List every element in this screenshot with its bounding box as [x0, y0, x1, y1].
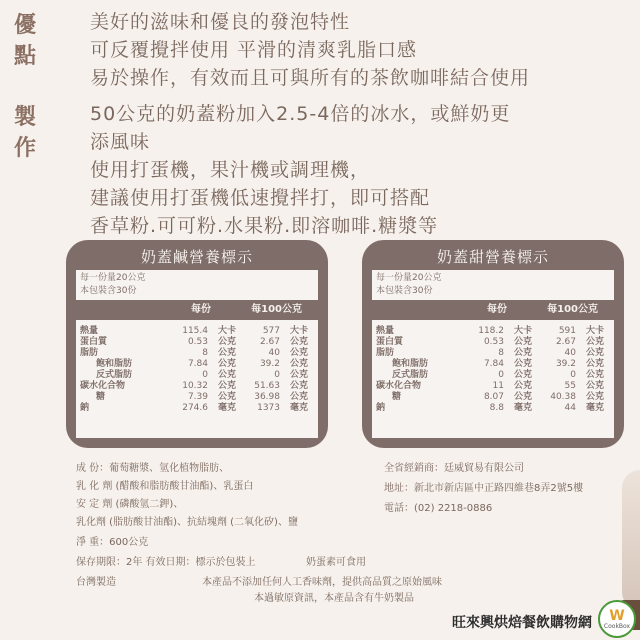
- nutrition-title: 奶蓋甜營養標示: [436, 248, 549, 266]
- method-line: 使用打蛋機，果汁機或調理機，: [90, 159, 371, 181]
- per-serving-value: 10.32: [182, 381, 208, 391]
- logo-letter: W: [609, 607, 625, 624]
- per-serving-unit: 公克: [513, 348, 532, 358]
- nutrition-row: [80, 370, 314, 381]
- nutrition-rows: [76, 320, 318, 438]
- emulsifier-text: 乳 化 劑 (醋酸和脂肪酸甘油酯)、乳蛋白: [76, 481, 254, 492]
- servings-count: 本包裝含30份: [376, 286, 433, 296]
- per-100g-value: 39.2: [555, 359, 576, 369]
- method-lines: [90, 100, 630, 240]
- per-serving-unit: 毫克: [217, 403, 236, 413]
- per-100g-value: 40: [564, 348, 576, 358]
- per-100g-value: 39.2: [259, 359, 280, 369]
- per-100g-value: 51.63: [254, 381, 280, 391]
- per-100g-value: 2.67: [259, 337, 280, 347]
- nutrition-row: [80, 337, 314, 348]
- nutrition-column-header: [372, 300, 614, 320]
- per-serving-value: 115.4: [182, 326, 208, 336]
- nutrition-panel-sweet: [362, 240, 624, 448]
- method-line: 建議使用打蛋機低速攪拌打，即可搭配: [90, 187, 431, 209]
- per-100g-unit: 公克: [585, 392, 604, 402]
- per-serving-value: 274.6: [182, 403, 208, 413]
- method-title: 製作: [14, 105, 41, 161]
- nutrition-row: [376, 359, 610, 370]
- features-line: 美好的滋味和優良的發泡特性: [90, 11, 351, 33]
- nutrient-name: 鈉: [376, 403, 386, 413]
- per-100g-header: 每100公克: [251, 304, 302, 315]
- nutrition-row: [376, 381, 610, 392]
- nutrition-row: [80, 326, 314, 337]
- nutrition-title: 奶蓋鹹營養標示: [140, 248, 253, 266]
- per-serving-header: 每份: [191, 304, 211, 315]
- store-name: 旺來興烘焙餐飲購物網: [452, 615, 592, 631]
- per-100g-value: 1373: [257, 403, 280, 413]
- per-serving-unit: 公克: [217, 359, 236, 369]
- per-serving-value: 0.53: [187, 337, 208, 347]
- per-100g-unit: 公克: [289, 337, 308, 347]
- per-serving-unit: 公克: [217, 370, 236, 380]
- nutrition-row: [376, 392, 610, 403]
- per-serving-value: 7.84: [483, 359, 504, 369]
- per-serving-unit: 大卡: [513, 326, 532, 336]
- nutrition-rows: [372, 320, 614, 438]
- per-100g-unit: 公克: [585, 348, 604, 358]
- nutrient-name: 糖: [392, 392, 402, 402]
- per-100g-unit: 公克: [585, 370, 604, 380]
- per-serving-value: 118.2: [478, 326, 504, 336]
- notice-text-2: 本過敏原資訊，本產品含有牛奶製品: [254, 593, 414, 604]
- per-100g-unit: 公克: [585, 337, 604, 347]
- per-100g-unit: 公克: [289, 348, 308, 358]
- nutrition-row: [80, 348, 314, 359]
- emulsifier-text-2: 乳化劑 (脂肪酸甘油酯)、抗結塊劑 (二氧化矽)、鹽: [76, 517, 298, 528]
- ingredients-text: 成 份：葡萄糖漿、氫化植物脂肪、: [76, 463, 230, 474]
- nutrient-name: 反式脂肪: [96, 370, 133, 380]
- method-line: 香草粉.可可粉.水果粉.即溶咖啡.糖漿等: [90, 215, 439, 237]
- notice-text-1: 本產品不添加任何人工香味劑，提供高品質之原始風味: [202, 577, 442, 588]
- nutrition-row: [80, 381, 314, 392]
- per-serving-value: 7.39: [187, 392, 208, 402]
- nutrient-name: 糖: [96, 392, 106, 402]
- servings-count: 本包裝含30份: [80, 286, 137, 296]
- nutrition-row: [80, 359, 314, 370]
- nutrient-name: 反式脂肪: [392, 370, 429, 380]
- method-line: 50公克的奶蓋粉加入2.5-4倍的冰水，或鮮奶更: [90, 103, 511, 125]
- per-100g-value: 44: [564, 403, 576, 413]
- per-serving-unit: 公克: [217, 392, 236, 402]
- per-serving-value: 7.84: [187, 359, 208, 369]
- per-serving-unit: 公克: [513, 359, 532, 369]
- address-text: 地址：新北市新店區中正路四維巷8弄2號5樓: [384, 483, 584, 494]
- serving-size: 每一份量20公克: [80, 273, 146, 283]
- per-serving-unit: 公克: [513, 370, 532, 380]
- nutrient-name: 蛋白質: [376, 337, 404, 347]
- per-serving-value: 8.8: [489, 403, 504, 413]
- per-100g-value: 591: [558, 326, 576, 336]
- per-100g-unit: 毫克: [585, 403, 604, 413]
- per-100g-value: 40.38: [550, 392, 576, 402]
- phone-text: 電話：(02) 2218-0886: [384, 503, 493, 514]
- per-serving-unit: 公克: [217, 348, 236, 358]
- per-100g-value: 40: [268, 348, 280, 358]
- per-serving-header: 每份: [487, 304, 507, 315]
- nutrition-panel-salty: [66, 240, 328, 448]
- per-serving-value: 0: [202, 370, 208, 380]
- nutrition-column-header: [76, 300, 318, 320]
- per-100g-header: 每100公克: [547, 304, 598, 315]
- stabilizer-text: 安 定 劑 (磷酸氫二鉀)、: [76, 499, 184, 510]
- vegetarian-text: 奶蛋素可食用: [306, 557, 366, 568]
- per-100g-value: 0: [274, 370, 280, 380]
- per-serving-unit: 公克: [217, 337, 236, 347]
- per-serving-unit: 公克: [513, 337, 532, 347]
- shelf-life-text: 保存期限：2年 有效日期：標示於包裝上: [76, 557, 256, 568]
- nutrition-row: [376, 370, 610, 381]
- per-serving-unit: 公克: [513, 381, 532, 391]
- features-line: 易於操作，有效而且可與所有的茶飲咖啡結合使用: [90, 67, 531, 89]
- per-100g-unit: 公克: [289, 392, 308, 402]
- nutrient-name: 熱量: [376, 326, 395, 336]
- nutrient-name: 脂肪: [80, 348, 99, 358]
- per-100g-unit: 公克: [289, 359, 308, 369]
- per-100g-value: 36.98: [254, 392, 280, 402]
- per-100g-unit: 毫克: [289, 403, 308, 413]
- per-100g-value: 55: [564, 381, 576, 391]
- per-serving-value: 11: [492, 381, 504, 391]
- nutrition-row: [80, 392, 314, 403]
- decorative-band: [622, 470, 640, 610]
- serving-info: [372, 270, 614, 300]
- origin-text: 台灣製造: [76, 577, 116, 588]
- per-serving-value: 8: [202, 348, 208, 358]
- nutrient-name: 碳水化合物: [376, 381, 422, 391]
- method-line: 添風味: [90, 131, 151, 153]
- per-100g-unit: 大卡: [289, 326, 308, 336]
- net-weight-text: 淨 重：600公克: [76, 537, 149, 548]
- nutrient-name: 鈉: [80, 403, 90, 413]
- per-100g-unit: 公克: [585, 381, 604, 391]
- serving-info: [76, 270, 318, 300]
- per-serving-unit: 大卡: [217, 326, 236, 336]
- per-serving-unit: 公克: [217, 381, 236, 391]
- nutrient-name: 蛋白質: [80, 337, 108, 347]
- per-100g-value: 0: [570, 370, 576, 380]
- logo-text: CookBox: [603, 622, 631, 630]
- distributor-text: 全省經銷商：廷威貿易有限公司: [384, 463, 524, 474]
- per-100g-unit: 大卡: [585, 326, 604, 336]
- per-serving-unit: 毫克: [513, 403, 532, 413]
- nutrient-name: 脂肪: [376, 348, 395, 358]
- nutrient-name: 飽和脂肪: [96, 359, 133, 369]
- per-serving-value: 0.53: [483, 337, 504, 347]
- store-logo: [598, 600, 636, 638]
- per-100g-value: 2.67: [555, 337, 576, 347]
- per-serving-unit: 公克: [513, 392, 532, 402]
- per-serving-value: 8: [498, 348, 504, 358]
- per-100g-unit: 公克: [289, 381, 308, 391]
- nutrition-row: [80, 403, 314, 414]
- nutrition-row: [376, 337, 610, 348]
- features-line: 可反覆攪拌使用 平滑的清爽乳脂口感: [90, 39, 418, 61]
- nutrient-name: 碳水化合物: [80, 381, 126, 391]
- nutrition-row: [376, 326, 610, 337]
- per-100g-unit: 公克: [289, 370, 308, 380]
- nutrient-name: 飽和脂肪: [392, 359, 429, 369]
- per-100g-value: 577: [262, 326, 280, 336]
- nutrition-row: [376, 348, 610, 359]
- per-serving-value: 8.07: [483, 392, 504, 402]
- features-lines: [90, 8, 630, 92]
- per-serving-value: 0: [498, 370, 504, 380]
- per-100g-unit: 公克: [585, 359, 604, 369]
- nutrient-name: 熱量: [80, 326, 99, 336]
- nutrition-row: [376, 403, 610, 414]
- serving-size: 每一份量20公克: [376, 273, 442, 283]
- features-title: 優點: [14, 13, 41, 69]
